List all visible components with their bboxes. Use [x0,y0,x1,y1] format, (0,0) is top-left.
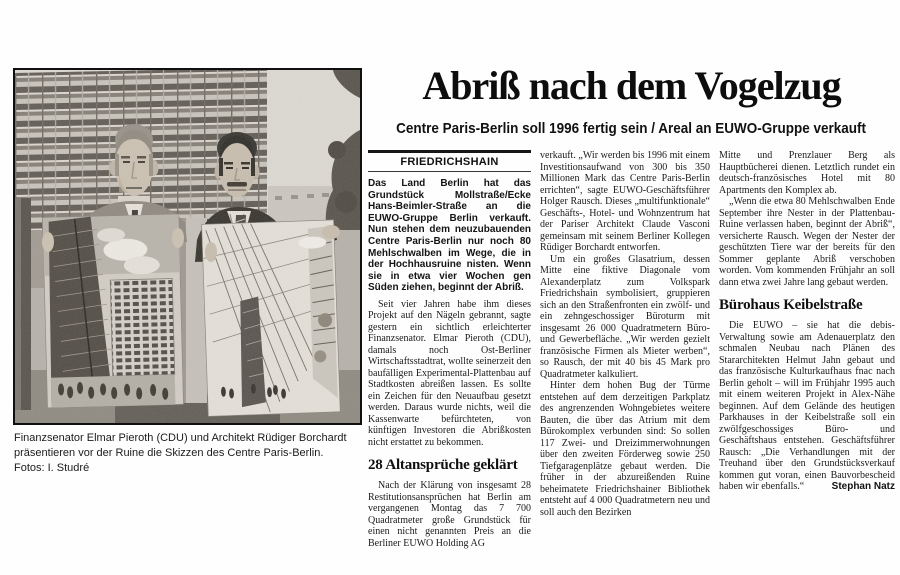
paragraph: Hinter dem hohen Bug der Türme entstehen auf dem derzeitigen Parkplatz des angrenzenden Wohngebietes weitere Bauten, die über das Atrium mit dem Bürokomplex verbunden sind: So sollen 117 Zwei- und Dreizimmerwohnungen über den zweiten Förderweg sowie 250 Tiefgaragenplätze gebaut werden. Die früher in der abzureißenden Ruine beheimatete Friedrichshainer Bibliothek entsteht auf 4 000 Quadratmetern neu und soll auch den Bezirken [540,380,710,518]
paragraph: Nach der Klärung von insgesamt 28 Restitutionsansprüchen hat Berlin am vergangenen Montag das 7 700 Quadratmeter große Grundstück für einen nicht genannten Preis an die Berliner EUWO Holding AG [368,480,531,549]
article-columns [368,150,895,549]
paragraph-with-byline [719,320,895,493]
subhead-keibelstrasse: Bürohaus Keibelstraße [719,297,863,313]
photo-caption-line1: Finanzsenator Elmar Pieroth (CDU) und Architekt Rüdiger Borchardt [14,432,347,444]
lead-paragraph: Das Land Berlin hat das Grundstück Mollstraße/Ecke Hans-Beimler-Straße an die EUWO-Gruppe Berlin verkauft. Nun stehen dem neuzubauenden Centre Paris-Berlin nur noch 80 Mehlschwalben im Wege, die in der Hochhausruine nisten. Wenn sie in etwa vier Wochen gen Süden ziehen, beginnt der Abriß. [368,178,531,294]
paragraph: Mitte und Prenzlauer Berg als Hauptbücherei dienen. Letztlich rundet ein deutsch-französisches Hotel mit 80 Apartments den Komplex ab. [719,150,895,196]
subheadline [368,120,895,137]
paragraph: Seit vier Jahren habe ihm dieses Projekt auf den Nägeln gebrannt, sagte gestern ein sichtlich erleichterter Finanzsenator. Elmar Pieroth (CDU), damals noch Ost-Berliner Wirtschaftsstadtrat, wollte seinerzeit den baufälligen Experimental-Plattenbau auf Stadtkosten abreißen lassen. Es sollte ein Zeichen für den Neuaufbau gesetzt werden. Daraus wurde nichts, weil die Kassenwarte befürchteten, von künftigen Investoren die Abrißkosten nicht erstattet zu bekommen. [368,298,531,448]
subhead-altansprueche: 28 Altansprüche geklärt [368,457,518,474]
subheadline-text: Centre Paris-Berlin soll 1996 fertig sein / Areal an EUWO-Gruppe verkauft [396,120,867,137]
kicker-friedrichshain: FRIEDRICHSHAIN [368,150,531,172]
column-2 [540,150,710,549]
paragraph-text: Die EUWO – sie hat die debis-Verwaltung sowie am Adenauerplatz den schmalen Neubau nach Plänen des Stararchitekten Helmut Jahn gebaut und das französische Kulturkaufhaus fnac nach Berlin geholt – will im Frühjahr 1995 auch mit einem weiteren Projekt in Alex-Nähe beginnen. Auf dem Gelände des heutigen Parkhauses in der Keibelstraße soll ein zwölfgeschossiges Büro- und Geschäftshaus entstehen. Geschäftsführer Rausch: „Die Verhandlungen mit der Treuhand über den Grundstücksverkauf kommen gut voran, einen Bauvorbescheid haben wir ebenfalls.“ [719,320,895,492]
article-photo [13,68,362,425]
paragraph: „Wenn die etwa 80 Mehlschwalben Ende September ihre Nester in der Plattenbau-Ruine verlassen haben, beginnt der Abriß“, versicherte Rausch. Wegen der Nester der geschützten Tiere war der bereits für den Sommer geplante Abriß verschoben worden. Vom kommenden Frühjahr an soll dann etwa zwei Jahre lang gebaut werden. [719,196,895,288]
byline: Stephan Natz [831,481,895,492]
photo-figure [13,68,362,425]
paragraph: verkauft. „Wir werden bis 1996 mit einem Investitionsaufwand von 300 bis 350 Millionen Mark das Centre Paris-Berlin errichten“, sagte EUWO-Geschäftsführer Holger Rausch. Dieses „multifunktionale“ Geschäfts-, Hotel- und Wohnzentrum hat der Pariser Architekt Claude Vasconi gemeinsam mit seinem Berliner Kollegen Rüdiger Borchardt entworfen. [540,150,710,253]
photo-caption-line2: präsentieren vor der Ruine die Skizzen des Centre Paris-Berlin. [14,447,324,459]
headline: Abriß nach dem Vogelzug [422,63,841,108]
column-1 [368,150,531,549]
paragraph: Um ein großes Glasatrium, dessen Mitte eine fiktive Diagonale vom Alexanderplatz zum Volkspark Friedrichshain symbolisiert, gruppieren sich an den Straßenfronten ein zwölf- und ein zehngeschossiger Büroturm mit insgesamt 26 000 Quadratmetern Büro- und Gewerbefläche. „Wir werden gezielt französische Firmen als Mieter werben“, so Rausch, der mit 40 bis 45 Mark pro Quadratmeter kalkuliert. [540,253,710,380]
photo-caption [14,431,364,476]
column-3 [719,150,895,549]
photo-credit: Fotos: I. Studré [14,462,90,474]
